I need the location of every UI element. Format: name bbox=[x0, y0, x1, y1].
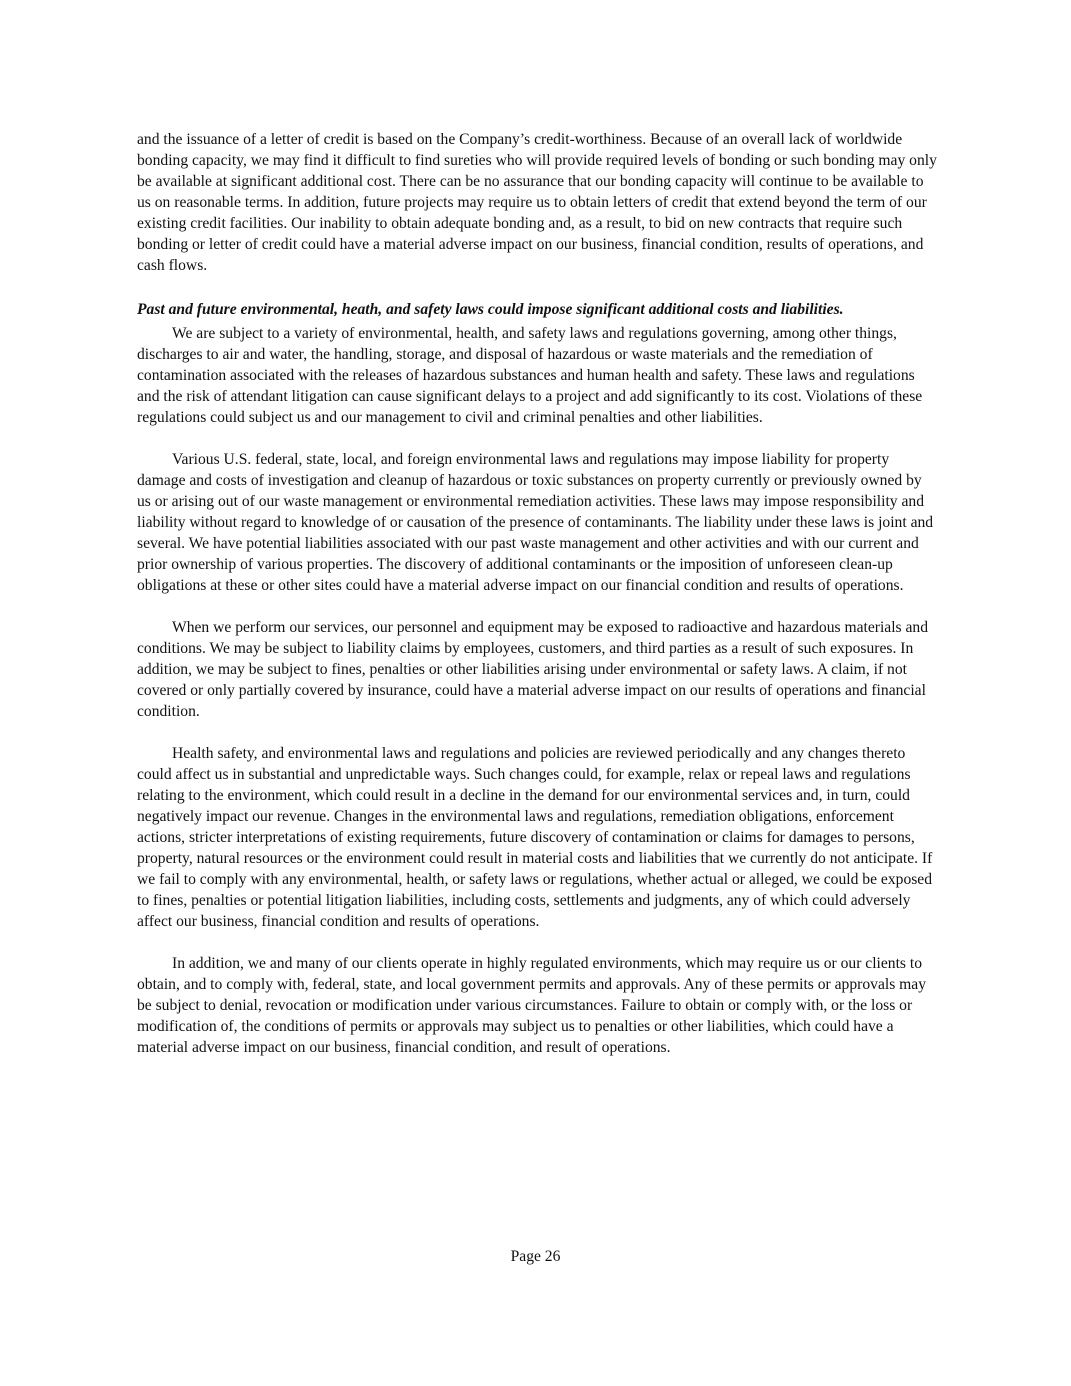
paragraph-bonding: and the issuance of a letter of credit is based on the Company’s credit-worthiness. Because of an overall lack of worldwide bonding capacity, we may find it difficult to find sureties who will provide required levels of bonding or such bonding may only be available at significant additional cost. There can be no assurance that our bonding capacity will continue to be available to us on reasonable terms. In addition, future projects may require us to obtain letters of credit that extend beyond the term of our existing credit facilities. Our inability to obtain adequate bonding and, as a result, to bid on new contracts that require such bonding or letter of credit could have a material adverse impact on our business, financial condition, results of operations, and cash flows. bbox=[137, 131, 937, 274]
document-body bbox=[137, 129, 937, 1058]
page-number: Page 26 bbox=[510, 1248, 561, 1265]
section-heading: Past and future environmental, heath, and safety laws could impose significant additional costs and liabilities. bbox=[137, 301, 844, 318]
paragraph-regulations: We are subject to a variety of environmental, health, and safety laws and regulations governing, among other things, discharges to air and water, the handling, storage, and disposal of hazardous or waste materials and the remediation of contamination associated with the releases of hazardous substances and human health and safety. These laws and regulations and the risk of attendant litigation can cause significant delays to a project and add significantly to its cost. Violations of these regulations could subject us and our management to civil and criminal penalties and other liabilities. bbox=[137, 325, 923, 426]
paragraph-policy-changes: Health safety, and environmental laws and regulations and policies are reviewed periodically and any changes thereto could affect us in substantial and unpredictable ways. Such changes could, for example, relax or repeal laws and regulations relating to the environment, which could result in a decline in the demand for our environmental services and, in turn, could negatively impact our revenue. Changes in the environmental laws and regulations, remediation obligations, enforcement actions, stricter interpretations of existing requirements, future discovery of contamination or claims for damages to persons, property, natural resources or the environment could result in material costs and liabilities that we currently do not anticipate. If we fail to comply with any environmental, health, or safety laws or regulations, whether actual or alleged, we could be exposed to fines, penalties or potential litigation liabilities, including costs, settlements and judgments, any of which could adversely affect our business, financial condition and results of operations. bbox=[137, 745, 933, 930]
paragraph-exposure: When we perform our services, our personnel and equipment may be exposed to radioactive and hazardous materials and conditions. We may be subject to liability claims by employees, customers, and third parties as a result of such exposures. In addition, we may be subject to fines, penalties or other liabilities arising under environmental or safety laws. A claim, if not covered or only partially covered by insurance, could have a material adverse impact on our results of operations and financial condition. bbox=[137, 619, 929, 720]
paragraph-liability: Various U.S. federal, state, local, and foreign environmental laws and regulations may impose liability for property damage and costs of investigation and cleanup of hazardous or toxic substances on property currently or previously owned by us or arising out of our waste management or environmental remediation activities. These laws may impose responsibility and liability without regard to knowledge of or causation of the presence of contaminants. The liability under these laws is joint and several. We have potential liabilities associated with our past waste management and other activities and with our current and prior ownership of various properties. The discovery of additional contaminants or the imposition of unforeseen clean-up obligations at these or other sites could have a material adverse impact on our financial condition and results of operations. bbox=[137, 451, 934, 594]
paragraph-permits: In addition, we and many of our clients operate in highly regulated environments, which may require us or our clients to obtain, and to comply with, federal, state, and local government permits and approvals. Any of these permits or approvals may be subject to denial, revocation or modification under various circumstances. Failure to obtain or comply with, or the loss or modification of, the conditions of permits or approvals may subject us to penalties or other liabilities, which could have a material adverse impact on our business, financial condition, and result of operations. bbox=[137, 955, 927, 1056]
